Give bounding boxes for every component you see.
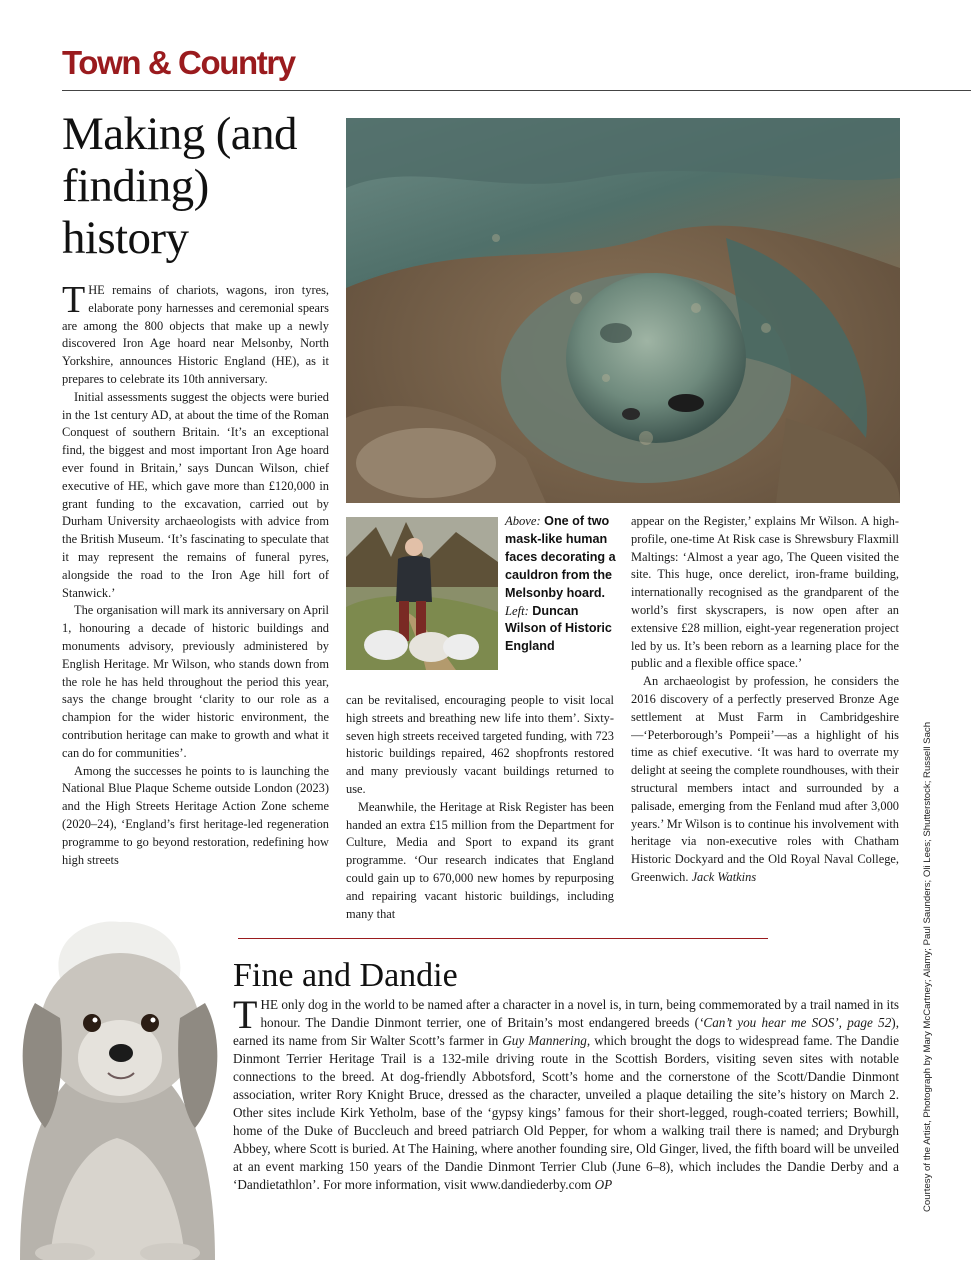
duncan-wilson-photo <box>346 517 498 670</box>
paragraph <box>233 992 899 1194</box>
article-column-1 <box>62 282 329 927</box>
paragraph <box>631 673 899 887</box>
drop-cap: T <box>233 992 258 1037</box>
header-rule <box>62 90 971 91</box>
cauldron-mask-photo <box>346 118 900 503</box>
byline: Jack Watkins <box>691 869 757 884</box>
photo-credit: Courtesy of the Artist, Photograph by Mary McCartney; Alamy; Paul Saunders; Oli Lees; Shutterstock; Russell Sach <box>922 721 933 1212</box>
section-divider <box>238 938 768 939</box>
book-title: Guy Mannering <box>502 1033 587 1048</box>
paragraph-text: HE remains of chariots, wagons, iron tyres, elaborate pony harnesses and ceremonial spears are among the 800 objects that make up a newly discovered Iron Age hoard near Melsonby, North Yorkshire, announces Historic England (HE), as it prepares to celebrate its 10th anniversary. <box>62 283 329 386</box>
paragraph: Meanwhile, the Heritage at Risk Register has been handed an extra £15 million from the Department for Culture, Media and Sport to expand its grant programme. ‘Our research indicates that England could gain up to 670,000 new homes by repurposing and repairing vacant historic buildings, including many that <box>346 799 614 921</box>
paragraph-text: HE only dog in the world to be named after a character in a novel is, in turn, being commemorated by a trail named in its honour. The Dandie Dinmont terrier, one of Britain’s most endangered breeds ( <box>260 997 899 1030</box>
article-column-3 <box>631 513 899 927</box>
paragraph: Among the successes he points to is launching the National Blue Plaque Scheme outside London (2023) and the High Streets Heritage Action Zone scheme (2020–24), ‘England’s first heritage-led regeneration programme to go beyond restoration, redefining how high streets <box>62 763 329 867</box>
caption-left-label: Left: <box>505 603 529 618</box>
article-headline: Making (and finding) history <box>62 108 297 264</box>
paragraph <box>62 282 329 389</box>
paragraph-text: , which brought the dogs to widespread fame. The Dandie Dinmont Terrier Heritage Trail is a 132-mile driving route in the Scottish Borders, visiting seven sites with notable connections to the breed. At dog-friendly Abbotsford, Scott’s home and the cornerstone of the Scott/Dandie Dinmont association, writer Rory Knight Bruce, dressed as the character, unveiled a plaque detailing the site’s history on March 2. Other sites include Kirk Yetholm, base of the ‘gypsy kings’ famous for their short-legged, rough-coated terriers; Bowhill, home of the Duke of Buccleuch and breed patriarch Old Pepper, for whom a walking trail there is named; and Dryburgh Abbey, where Scott is buried. At The Haining, where another founding sire, Old Ginger, lived, the fifth board will be unveiled at an event marking 150 years of the Dandie Dinmont Terrier Club (June 6–8), which includes the Dandie Derby and a ‘Dandietathlon’. For more information, visit www.dandiederby.com <box>233 1033 899 1192</box>
caption-above-label: Above: <box>505 514 541 528</box>
article-2-body <box>233 992 899 1194</box>
paragraph-text: ), earned its name from Sir Walter Scott’s farmer in <box>233 1015 899 1048</box>
byline: OP <box>594 1177 613 1192</box>
dandie-dinmont-photo <box>0 918 235 1260</box>
caption-above-text: One of two mask-like human faces decorating a cauldron from the Melsonby hoard. <box>505 514 616 600</box>
paragraph: appear on the Register,’ explains Mr Wilson. A high-profile, one-time At Risk case is Shrewsbury Flaxmill Maltings: ‘Almost a year ago, The Queen visited the site. This huge, once derelict, iron-frame building, internationally recognised as the grandparent of the world’s first skyscrapers, is now open after an extensive £28 million, eight-year regeneration project led by us. It’s been reborn as a learning place for the public and a flexible office space.’ <box>631 514 899 671</box>
article-column-2 <box>346 692 614 927</box>
cross-reference: ‘Can’t you hear me SOS’, page 52 <box>699 1015 892 1030</box>
paragraph: The organisation will mark its anniversary on April 1, honouring a decade of historic buildings and monuments advisory, previously administered by English Heritage. Mr Wilson, who stands down from the role he has held throughout the period this year, says the change brought ‘clarity to our role as a champion for the wider historic environment, the contribution heritage can make to growth and what it can do for communities’. <box>62 603 329 760</box>
paragraph: can be revitalised, encouraging people to visit local high streets and breathing new life into them’. Sixty-seven high streets received targeted funding, with 723 historic buildings repaired, 462 shopfronts restored and many previously vacant buildings returned to use. <box>346 693 614 796</box>
drop-cap: T <box>62 282 86 321</box>
paragraph: Initial assessments suggest the objects were buried in the 1st century AD, at about the time of the Roman Conquest of southern Britain. ‘It’s an exceptional find, the biggest and most important Iron Age hoard ever found in Britain,’ says Duncan Wilson, chief executive of HE, which gave more than £120,000 in grant funding to the excavation, carried out by Durham University archaeologists with advice from the British Museum. ‘It’s fascinating to speculate that it may represent the remains of funeral pyres, alongside the road to the Iron Age hill fort of Stanwick.’ <box>62 389 329 600</box>
photo-caption <box>505 513 617 656</box>
article-2-headline: Fine and Dandie <box>233 957 458 994</box>
paragraph-text: An archaeologist by profession, he considers the 2016 discovery of a perfectly preserved Bronze Age settlement at Must Farm in Cambridgeshire—‘Peterborough’s Pompeii’—as a highlight of his time as chief executive. ‘It was hard to overrate my delight at seeing the complete roundhouses, with their structural members intact and surrounded by a palisade, emerging from the Fenland mud after 3,000 years.’ Mr Wilson is to continue his involvement with heritage via non-executive roles with Chatham Historic Dockyard and the Old Royal Naval College, Greenwich. <box>631 674 899 884</box>
caption-left-text: Duncan Wilson of Historic England <box>505 603 612 654</box>
section-title: Town & Country <box>62 44 295 81</box>
